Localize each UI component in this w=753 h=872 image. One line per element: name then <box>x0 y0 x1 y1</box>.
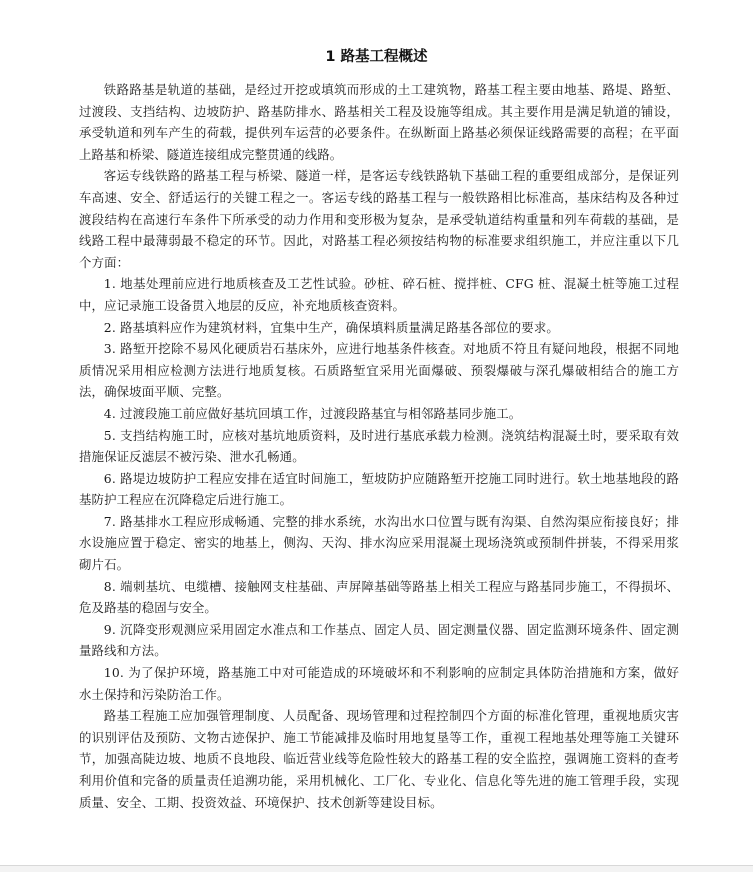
list-item-2: 2. 路基填料应作为建筑材料，宜集中生产，确保填料质量满足路基各部位的要求。 <box>103 319 559 335</box>
list-item-7: 7. 路基排水工程应形成畅通、完整的排水系统，水沟出水口位置与既有沟渠、自然沟渠应衔接良好；排水设施应置于稳定、密实的地基上，侧沟、天沟、排水沟应采用混凝土现场浇筑或预制件拼装，不得采用浆砌片石。 <box>79 513 679 573</box>
page-bottom-edge <box>0 865 753 872</box>
list-item-8: 8. 端刺基坑、电缆槽、接触网支柱基础、声屏障基础等路基上相关工程应与路基同步施工，不得损坏、危及路基的稳固与安全。 <box>79 578 679 616</box>
list-item-1: 1. 地基处理前应进行地质核查及工艺性试验。砂桩、碎石桩、搅拌桩、CFG 桩、混凝土桩等施工过程中，应记录施工设备贯入地层的反应，补充地质核查资料。 <box>79 276 679 313</box>
list-item-10: 10. 为了保护环境，路基施工中对可能造成的环境破坏和不利影响的应制定具体防治措施和方案，做好水土保持和污染防治工作。 <box>79 665 679 702</box>
list-item-9: 9. 沉降变形观测应采用固定水准点和工作基点、固定人员、固定测量仪器、固定监测环境条件、固定测量路线和方法。 <box>79 621 679 659</box>
document-body <box>79 79 679 813</box>
paragraph-intro: 铁路路基是轨道的基础，是经过开挖或填筑而形成的土工建筑物，路基工程主要由地基、路堤、路堑、过渡段、支挡结构、边坡防护、路基防排水、路基相关工程及设施等组成。其主要作用是满足轨道的铺设，承受轨道和列车产生的荷载，提供列车运营的必要条件。在纵断面上路基必须保证线路需要的高程；在平面上路基和桥梁、隧道连接组成完整贯通的线路。 <box>79 82 679 162</box>
list-item-5: 5. 支挡结构施工时，应核对基坑地质资料，及时进行基底承载力检测。浇筑结构混凝土时，要采取有效措施保证反滤层不被污染、泄水孔畅通。 <box>79 427 679 465</box>
list-item-3: 3. 路堑开挖除不易风化硬质岩石基床外，应进行地基条件核查。对地质不符且有疑问地段，根据不同地质情况采用相应检测方法进行地质复核。石质路堑宜采用光面爆破、预裂爆破与深孔爆破相结合的施工方法，确保坡面平顺、完整。 <box>79 341 679 400</box>
list-item-6: 6. 路堤边坡防护工程应安排在适宜时间施工，堑坡防护应随路堑开挖施工同时进行。软土地基地段的路基防护工程应在沉降稳定后进行施工。 <box>79 470 679 508</box>
section-title: 1 路基工程概述 <box>325 49 428 65</box>
paragraph-summary: 路基工程施工应加强管理制度、人员配备、现场管理和过程控制四个方面的标准化管理，重视地质灾害的识别评估及预防、文物古迹保护、施工节能减排及临时用地复垦等工作，重视工程地基处理等施工关键环节，加强高陡边坡、地质不良地段、临近营业线等危险性较大的路基工程的安全监控，强调施工资料的查考利用价值和完备的质量责任追溯功能，采用机械化、工厂化、专业化、信息化等先进的施工管理手段，实现质量、安全、工期、投资效益、环境保护、技术创新等建设目标。 <box>79 708 679 810</box>
list-item-4: 4. 过渡段施工前应做好基坑回填工作，过渡段路基宜与相邻路基同步施工。 <box>103 405 522 421</box>
paragraph-overview: 客运专线铁路的路基工程与桥梁、隧道一样，是客运专线铁路轨下基础工程的重要组成部分，是保证列车高速、安全、舒适运行的关键工程之一。客运专线的路基工程与一般铁路相比标准高，基床结构及各种过渡段结构在高速行车条件下所承受的动力作用和变形极为复杂，是承受轨道结构重量和列车荷载的基础，是线路工程中最薄弱最不稳定的环节。因此，对路基工程必须按结构物的标准要求组织施工，并应注重以下几个方面： <box>79 168 679 270</box>
